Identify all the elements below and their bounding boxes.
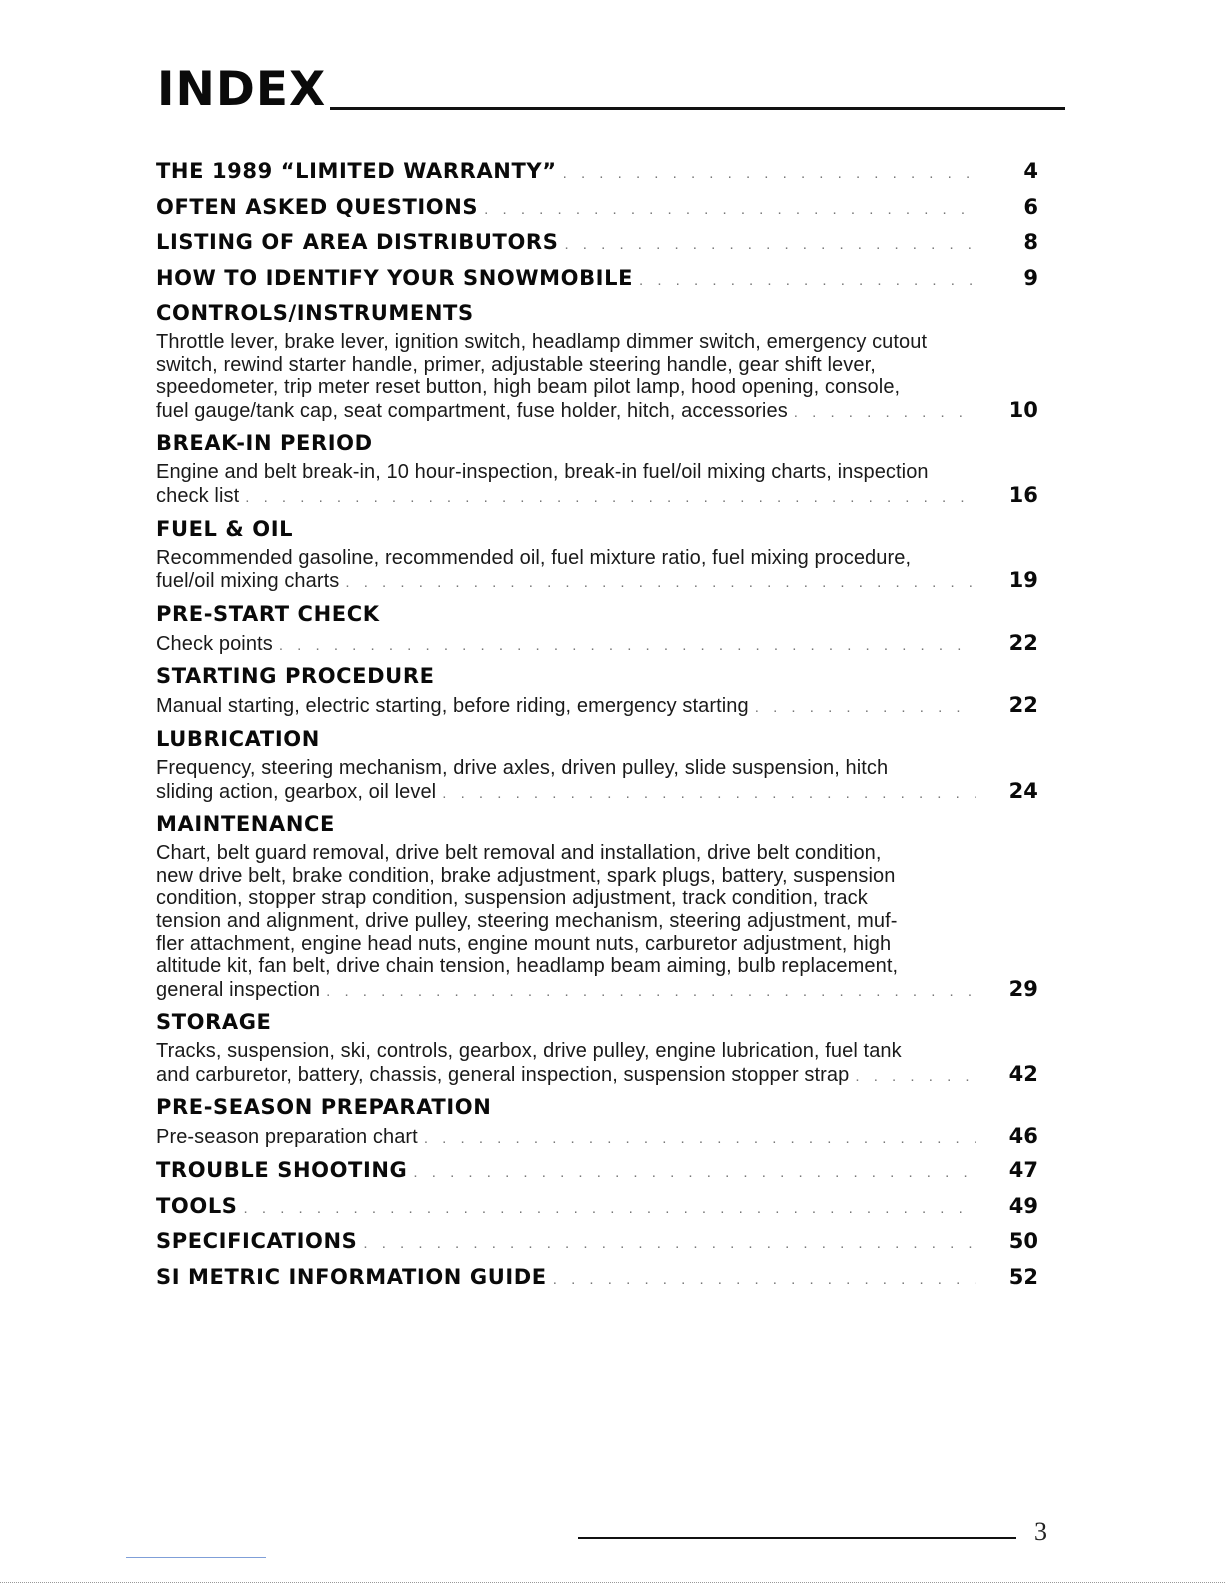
toc-description bbox=[156, 630, 1038, 656]
toc-heading: CONTROLS/INSTRUMENTS bbox=[156, 301, 474, 325]
toc-section-heading-row bbox=[156, 431, 1038, 455]
toc-entry bbox=[156, 195, 1038, 219]
description-last-line[interactable] bbox=[156, 1063, 1038, 1087]
toc-page-number: 52 bbox=[1008, 1264, 1038, 1289]
dot-leader bbox=[363, 1236, 976, 1251]
description-last-line[interactable] bbox=[156, 978, 1038, 1002]
description-line: sliding action, gearbox, oil level bbox=[156, 780, 437, 803]
description-line: Recommended gasoline, recommended oil, fuel mixture ratio, fuel mixing procedure, bbox=[156, 546, 912, 569]
toc-heading: STORAGE bbox=[156, 1010, 272, 1035]
toc-description bbox=[156, 842, 1038, 1001]
description-last-line[interactable] bbox=[156, 399, 1038, 423]
dot-leader bbox=[424, 1131, 976, 1146]
dot-leader bbox=[563, 166, 976, 181]
dot-leader bbox=[245, 490, 976, 505]
description-last-line[interactable] bbox=[156, 780, 1038, 804]
toc-row[interactable] bbox=[156, 195, 1038, 219]
toc-entry bbox=[156, 1158, 1038, 1182]
toc-section-heading-row bbox=[156, 602, 1038, 626]
dot-leader bbox=[755, 700, 976, 715]
toc-row[interactable] bbox=[156, 1265, 1038, 1289]
description-line: Tracks, suspension, ski, controls, gearbox, drive pulley, engine lubrication, fuel tank bbox=[156, 1040, 902, 1063]
dot-leader bbox=[244, 1201, 976, 1216]
toc-heading: SI METRIC INFORMATION GUIDE bbox=[156, 1264, 547, 1289]
toc-heading: OFTEN ASKED QUESTIONS bbox=[156, 194, 479, 219]
dot-leader bbox=[564, 237, 976, 252]
toc-entry bbox=[156, 1194, 1038, 1218]
toc-entry bbox=[156, 1229, 1038, 1253]
toc-entry bbox=[156, 159, 1038, 183]
description-line: switch, rewind starter handle, primer, adjustable steering handle, gear shift lever, bbox=[156, 353, 876, 376]
toc-entry bbox=[156, 230, 1038, 254]
toc-section-heading-row bbox=[156, 727, 1038, 751]
toc-entry bbox=[156, 1010, 1038, 1086]
toc-page-number: 49 bbox=[1008, 1193, 1038, 1218]
toc-heading: BREAK-IN PERIOD bbox=[156, 431, 373, 456]
dot-leader bbox=[442, 786, 976, 801]
toc-entry bbox=[156, 727, 1038, 803]
toc-description bbox=[156, 1040, 1038, 1086]
dot-leader bbox=[553, 1272, 976, 1287]
description-line: general inspection bbox=[156, 978, 321, 1001]
toc-description bbox=[156, 1124, 1038, 1149]
toc-page-number: 22 bbox=[1008, 630, 1038, 655]
description-last-line[interactable] bbox=[156, 694, 1038, 718]
dot-leader bbox=[639, 273, 976, 288]
toc-page-number: 16 bbox=[1008, 482, 1038, 507]
toc-page-number: 22 bbox=[1008, 693, 1038, 718]
toc-heading: TROUBLE SHOOTING bbox=[156, 1158, 408, 1183]
description-line: new drive belt, brake condition, brake adjustment, spark plugs, battery, suspension bbox=[156, 864, 896, 887]
toc-row[interactable] bbox=[156, 1158, 1038, 1182]
toc-heading: LUBRICATION bbox=[156, 726, 320, 751]
description-line: Check points bbox=[156, 632, 273, 655]
title-rule bbox=[330, 107, 1065, 110]
toc-description bbox=[156, 461, 1038, 507]
toc-section-heading-row bbox=[156, 812, 1038, 836]
description-line: fler attachment, engine head nuts, engine mount nuts, carburetor adjustment, high bbox=[156, 932, 892, 955]
description-line: speedometer, trip meter reset button, high beam pilot lamp, hood opening, console, bbox=[156, 376, 901, 399]
toc-entry bbox=[156, 266, 1038, 290]
dot-leader bbox=[484, 202, 976, 217]
footer-rule bbox=[578, 1537, 1016, 1539]
toc-description bbox=[156, 331, 1038, 422]
description-line: Engine and belt break-in, 10 hour-inspection, break-in fuel/oil mixing charts, inspection bbox=[156, 461, 929, 484]
description-line: altitude kit, fan belt, drive chain tension, headlamp beam aiming, bulb replacement, bbox=[156, 955, 899, 978]
description-line: Throttle lever, brake lever, ignition switch, headlamp dimmer switch, emergency cutout bbox=[156, 331, 928, 353]
toc-page-number: 24 bbox=[1008, 778, 1038, 803]
toc-description bbox=[156, 546, 1038, 593]
description-line: fuel gauge/tank cap, seat compartment, fuse holder, hitch, accessories bbox=[156, 399, 788, 422]
toc-heading: HOW TO IDENTIFY YOUR SNOWMOBILE bbox=[156, 265, 634, 290]
toc-page-number: 47 bbox=[1008, 1158, 1038, 1183]
toc-heading: SPECIFICATIONS bbox=[156, 1229, 358, 1254]
toc-heading: MAINTENANCE bbox=[156, 812, 335, 837]
toc-entry bbox=[156, 431, 1038, 507]
toc-heading: LISTING OF AREA DISTRIBUTORS bbox=[156, 230, 559, 254]
toc-section-heading-row bbox=[156, 517, 1038, 541]
toc-page-number: 6 bbox=[1023, 194, 1038, 219]
toc-page-number: 50 bbox=[1008, 1229, 1038, 1254]
description-line: Manual starting, electric starting, before riding, emergency starting bbox=[156, 695, 749, 718]
description-line: Chart, belt guard removal, drive belt removal and installation, drive belt condition, bbox=[156, 842, 882, 865]
toc-entry bbox=[156, 812, 1038, 1001]
toc-section-heading-row bbox=[156, 1095, 1038, 1119]
toc-entry bbox=[156, 1095, 1038, 1149]
toc-row[interactable] bbox=[156, 230, 1038, 254]
bottom-edge bbox=[0, 1582, 1225, 1583]
scan-edge-mark bbox=[126, 1557, 266, 1558]
dot-leader bbox=[326, 984, 976, 999]
toc-row[interactable] bbox=[156, 1194, 1038, 1218]
toc-heading: STARTING PROCEDURE bbox=[156, 664, 435, 689]
page-title-row bbox=[157, 62, 1065, 117]
toc-row[interactable] bbox=[156, 159, 1038, 183]
toc-section-heading-row bbox=[156, 1010, 1038, 1034]
dot-leader bbox=[413, 1165, 976, 1180]
description-last-line[interactable] bbox=[156, 484, 1038, 508]
page-title: INDEX bbox=[157, 62, 327, 117]
toc-entry bbox=[156, 602, 1038, 656]
description-last-line[interactable] bbox=[156, 1125, 1038, 1149]
toc-page-number: 46 bbox=[1008, 1124, 1038, 1149]
toc-row[interactable] bbox=[156, 1229, 1038, 1253]
toc-page-number: 9 bbox=[1023, 265, 1038, 290]
description-last-line[interactable] bbox=[156, 569, 1038, 593]
dot-leader bbox=[794, 405, 976, 420]
toc-page-number: 29 bbox=[1008, 976, 1038, 1001]
dot-leader bbox=[279, 638, 976, 653]
description-line: fuel/oil mixing charts bbox=[156, 570, 340, 593]
toc-entry bbox=[156, 301, 1038, 422]
description-line: condition, stopper strap condition, suspension adjustment, track condition, track bbox=[156, 887, 868, 910]
toc-heading: FUEL & OIL bbox=[156, 516, 294, 541]
toc-heading: THE 1989 “LIMITED WARRANTY” bbox=[156, 159, 557, 183]
toc-heading: PRE-START CHECK bbox=[156, 601, 380, 626]
description-last-line[interactable] bbox=[156, 632, 1038, 656]
description-line: tension and alignment, drive pulley, steering mechanism, steering adjustment, muf- bbox=[156, 909, 898, 932]
dot-leader bbox=[855, 1069, 976, 1084]
table-of-contents bbox=[156, 159, 1038, 1300]
toc-page-number: 8 bbox=[1023, 230, 1038, 254]
toc-page-number: 19 bbox=[1008, 568, 1038, 593]
description-line: check list bbox=[156, 484, 240, 507]
page-number: 3 bbox=[1034, 1517, 1047, 1546]
toc-entry bbox=[156, 664, 1038, 718]
description-line: Frequency, steering mechanism, drive axles, driven pulley, slide suspension, hitch bbox=[156, 756, 889, 779]
dot-leader bbox=[345, 575, 976, 590]
toc-row[interactable] bbox=[156, 266, 1038, 290]
description-line: Pre-season preparation chart bbox=[156, 1126, 418, 1149]
toc-description bbox=[156, 693, 1038, 718]
toc-section-heading-row bbox=[156, 301, 1038, 325]
toc-heading: TOOLS bbox=[156, 1193, 238, 1218]
toc-page-number: 42 bbox=[1008, 1061, 1038, 1086]
toc-entry bbox=[156, 517, 1038, 593]
description-line: and carburetor, battery, chassis, general inspection, suspension stopper strap bbox=[156, 1063, 850, 1086]
toc-heading: PRE-SEASON PREPARATION bbox=[156, 1095, 492, 1120]
toc-description bbox=[156, 756, 1038, 803]
toc-page-number: 4 bbox=[1023, 159, 1038, 183]
toc-section-heading-row bbox=[156, 664, 1038, 688]
toc-entry bbox=[156, 1265, 1038, 1289]
toc-page-number: 10 bbox=[1008, 397, 1038, 422]
